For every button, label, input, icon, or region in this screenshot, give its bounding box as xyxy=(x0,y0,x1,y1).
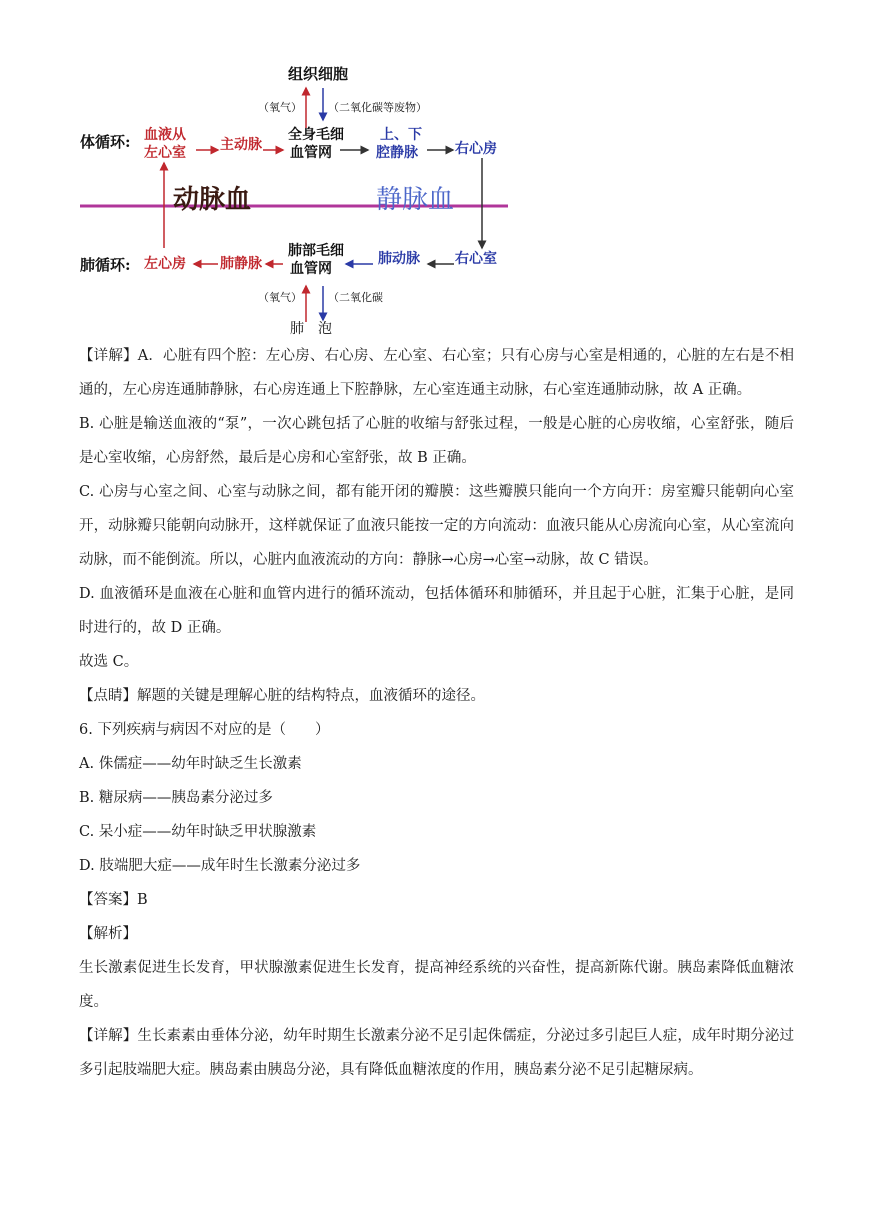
choice-answer-line: 故选 C。 xyxy=(79,654,139,670)
pulmonary-artery-label: 肺动脉 xyxy=(378,251,420,267)
question-6-stem: 6. 下列疾病与病因不对应的是（ ） xyxy=(79,722,330,738)
vena-cava-line2: 腔静脉 xyxy=(376,145,418,161)
oxygen-bottom-label: （氧气） xyxy=(258,291,302,304)
detail-paragraph: 【详解】生长素素由垂体分泌，幼年时期生长激素分泌不足引起侏儒症，分泌过多引起巨人症，成年时期分泌过多引起肢端肥大症。胰岛素由胰岛分泌，具有降低血糖浓度的作用，胰岛素分泌不足引起糖尿病。 xyxy=(79,1028,794,1078)
venous-blood-label: 静脉血 xyxy=(376,185,455,215)
pulmonary-vein-label: 肺静脉 xyxy=(220,256,262,272)
lung-capillaries-line2: 血管网 xyxy=(290,261,332,277)
arterial-blood-label: 动脉血 xyxy=(173,185,252,215)
vena-cava-line1: 上、下 xyxy=(380,127,422,143)
analysis-paragraph: 生长激素促进生长发育，甲状腺激素促进生长发育，提高神经系统的兴奋性，提高新陈代谢。胰岛素降低血糖浓度。 xyxy=(79,960,794,1010)
option-c: C. 呆小症——幼年时缺乏甲状腺激素 xyxy=(79,824,317,840)
analysis-heading: 【解析】 xyxy=(79,926,137,942)
detail-d-paragraph: D. 血液循环是血液在心脏和血管内进行的循环流动，包括体循环和肺循环，并且起于心脏，汇集于心脏，是同时进行的，故 D 正确。 xyxy=(79,586,794,636)
co2-top-label: （二氧化碳等废物） xyxy=(328,101,427,114)
left-atrium-label: 左心房 xyxy=(144,256,186,272)
pulmonary-circulation-label: 肺循环: xyxy=(80,256,131,274)
body-capillaries-line2: 血管网 xyxy=(290,145,332,161)
oxygen-top-label: （氧气） xyxy=(258,101,302,114)
detail-a-paragraph: 【详解】A．心脏有四个腔：左心房、右心房、左心室、右心室；只有心房与心室是相通的，心脏的左右是不相通的，左心房连通肺静脉，右心房连通上下腔静脉，左心室连通主动脉，右心室连通肺动脉，故 A 正确。 xyxy=(79,348,794,398)
key-point-line: 【点睛】解题的关键是理解心脏的结构特点，血液循环的途径。 xyxy=(79,688,485,704)
left-ventricle-top-label: 左心室 xyxy=(144,145,186,161)
detail-c-paragraph: C. 心房与心室之间、心室与动脉之间，都有能开闭的瓣膜：这些瓣膜只能向一个方向开：房室瓣只能朝向心室开，动脉瓣只能朝向动脉开，这样就保证了血液只能按一定的方向流动：血液只能从心房流向心室，从心室流向动脉，而不能倒流。所以，心脏内血液流动的方向：静脉→心房→心室→动脉，故 C 错误。 xyxy=(79,484,794,568)
answer-line: 【答案】B xyxy=(79,892,148,908)
tissue-cells-label: 组织细胞 xyxy=(288,65,349,83)
co2-bottom-label: （二氧化碳 xyxy=(328,291,383,304)
lung-capillaries-line1: 肺部毛细 xyxy=(288,243,344,259)
document-body xyxy=(79,339,794,1087)
detail-b-paragraph: B. 心脏是输送血液的“泵”，一次心跳包括了心脏的收缩与舒张过程，一般是心脏的心房收缩，心室舒张，随后是心室收缩，心房舒然，最后是心房和心室舒张，故 B 正确。 xyxy=(79,416,794,466)
alveoli-label: 肺 泡 xyxy=(290,321,332,337)
option-b: B. 糖尿病——胰岛素分泌过多 xyxy=(79,790,273,806)
blood-from-label: 血液从 xyxy=(144,127,186,143)
right-atrium-label: 右心房 xyxy=(455,141,497,157)
right-ventricle-label: 右心室 xyxy=(455,251,497,267)
blood-circulation-diagram xyxy=(78,60,518,345)
option-d: D. 肢端肥大症——成年时生长激素分泌过多 xyxy=(79,858,361,874)
option-a: A. 侏儒症——幼年时缺乏生长激素 xyxy=(79,756,302,772)
aorta-label: 主动脉 xyxy=(220,137,262,153)
body-capillaries-line1: 全身毛细 xyxy=(288,127,344,143)
systemic-circulation-label: 体循环: xyxy=(80,133,131,151)
